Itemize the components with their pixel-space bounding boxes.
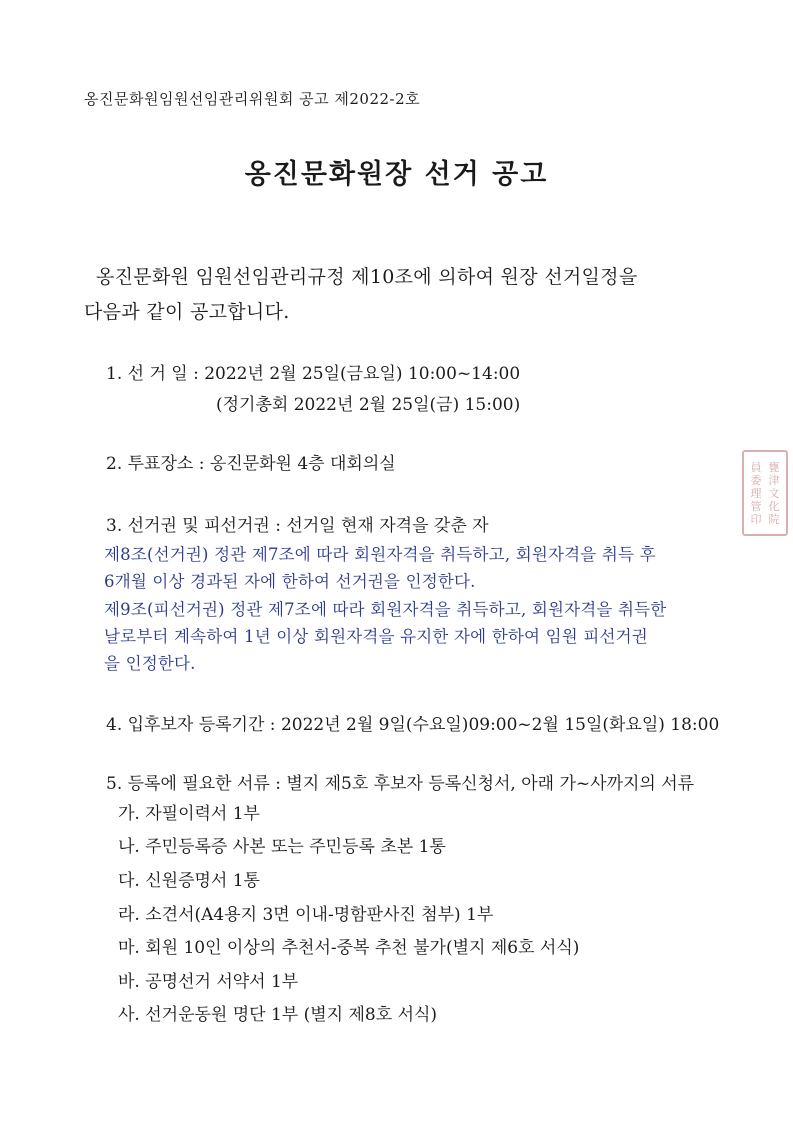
item-election-date: 1. 선 거 일 : 2022년 2월 25일(금요일) 10:00~14:00 <box>106 364 521 384</box>
voting-rights-note: 제9조(피선거권) 정관 제7조에 따라 회원자격을 취득하고, 회원자격을 취득한 <box>104 600 667 619</box>
item-polling-place: 2. 투표장소 : 옹진문화원 4층 대회의실 <box>106 454 396 474</box>
intro-line-2: 다음과 같이 공고합니다. <box>84 301 290 323</box>
item-voting-rights: 3. 선거권 및 피선거권 : 선거일 현재 자격을 갖춘 자 <box>106 516 489 536</box>
voting-rights-note: 제8조(선거권) 정관 제7조에 따라 회원자격을 취득하고, 회원자격을 취득 후 <box>104 545 656 564</box>
document-list-item: 사. 선거운동원 명단 1부 (별지 제8호 서식) <box>118 1005 438 1025</box>
document-list-item: 마. 회원 10인 이상의 추천서-중복 추천 불가(별지 제6호 서식) <box>118 938 580 958</box>
item-election-date-sub: (정기총회 2022년 2월 25일(금) 15:00) <box>216 395 521 415</box>
document-list-item: 라. 소견서(A4용지 3면 이내-명함판사진 첨부) 1부 <box>118 905 494 925</box>
official-seal-stamp: 員 甕 委 津 理 文 管 化 印 院 <box>742 450 788 536</box>
voting-rights-note: 날로부터 계속하여 1년 이상 회원자격을 유지한 자에 한하여 임원 피선거권 <box>104 627 648 646</box>
document-list-item: 나. 주민등록증 사본 또는 주민등록 초본 1통 <box>118 837 446 857</box>
notice-number: 옹진문화원임원선임관리위원회 공고 제2022-2호 <box>84 90 421 108</box>
intro-line-1: 옹진문화원 임원선임관리규정 제10조에 의하여 원장 선거일정을 <box>96 266 638 288</box>
document-list-item: 바. 공명선거 서약서 1부 <box>118 972 299 992</box>
item-registration-period: 4. 입후보자 등록기간 : 2022년 2월 9일(수요일)09:00~2월 15일(화요일) 18:00 <box>106 715 720 735</box>
page-title: 옹진문화원장 선거 공고 <box>244 159 549 190</box>
voting-rights-note: 6개월 이상 경과된 자에 한하여 선거권을 인정한다. <box>104 572 476 591</box>
document-list-item: 다. 신원증명서 1통 <box>118 871 260 891</box>
item-required-documents: 5. 등록에 필요한 서류 : 별지 제5호 후보자 등록신청서, 아래 가~사까지의 서류 <box>106 774 695 794</box>
document-list-item: 가. 자필이력서 1부 <box>118 804 260 824</box>
voting-rights-note: 을 인정한다. <box>104 654 196 673</box>
